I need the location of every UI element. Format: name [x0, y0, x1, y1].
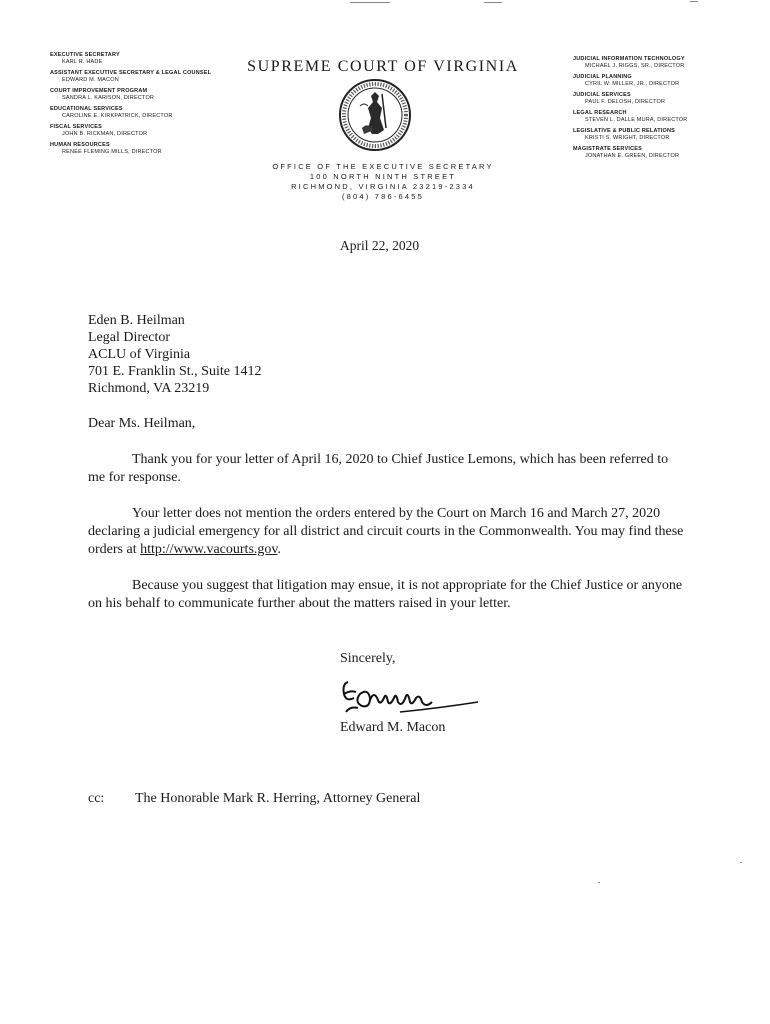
- vacourts-link[interactable]: http://www.vacourts.gov: [140, 542, 278, 557]
- office-name: OFFICE OF THE EXECUTIVE SECRETARY: [272, 162, 494, 171]
- scan-artifact: [350, 2, 390, 3]
- dept-person: PAUL F. DELOSH, DIRECTOR: [585, 99, 666, 105]
- addressee-street: 701 E. Franklin St., Suite 1412: [88, 364, 262, 379]
- cc-recipient: The Honorable Mark R. Herring, Attorney General: [135, 791, 421, 806]
- cc-label: cc:: [88, 791, 105, 806]
- dept-human-resources: [50, 142, 240, 156]
- office-address-block: [240, 162, 526, 202]
- salutation: Dear Ms. Heilman,: [88, 416, 196, 431]
- letterhead-left-column: [50, 52, 240, 160]
- signer-name: Edward M. Macon: [340, 720, 446, 735]
- office-phone: (804) 786-6455: [341, 192, 425, 201]
- dept-name: COURT IMPROVEMENT PROGRAM: [50, 88, 148, 94]
- paragraph-3-text: Because you suggest that litigation may ensue, it is not appropriate for the Chief Justice or anyone on his behalf to communicate further about the matters raised in your letter.: [88, 578, 683, 611]
- closing: Sincerely,: [340, 651, 396, 666]
- dept-assistant-executive-secretary: [50, 70, 240, 84]
- dept-person: CYRIL W. MILLER, JR., DIRECTOR: [585, 81, 680, 87]
- dept-person: MICHAEL J. RIGGS, SR., DIRECTOR: [585, 63, 685, 69]
- dept-legislative-public-relations: [573, 128, 768, 142]
- paragraph-1: [88, 451, 688, 487]
- dept-judicial-planning: [573, 74, 768, 88]
- dept-name: JUDICIAL SERVICES: [573, 92, 631, 98]
- paragraph-2-text: Your letter does not mention the orders entered by the Court on March 16 and March 27, 2020 declaring a judicial emergency for all district and circuit courts in the Commonwealth. You may find these orders at: [88, 506, 684, 557]
- dept-name: EDUCATIONAL SERVICES: [50, 106, 123, 112]
- dept-judicial-services: [573, 92, 768, 106]
- office-street: 100 NORTH NINTH STREET: [309, 172, 457, 181]
- court-name: SUPREME COURT OF VIRGINIA: [247, 58, 519, 75]
- virginia-seal-icon: [338, 78, 412, 152]
- dept-person: JONATHAN E. GREEN, DIRECTOR: [585, 153, 680, 159]
- paragraph-2: [88, 505, 688, 559]
- scan-artifact: [740, 862, 742, 863]
- paragraph-1-text: Thank you for your letter of April 16, 2020 to Chief Justice Lemons, which has been referred to me for response.: [88, 452, 669, 485]
- dept-person: JOHN B. RICKMAN, DIRECTOR: [62, 131, 148, 137]
- dept-name: HUMAN RESOURCES: [50, 142, 110, 148]
- dept-fiscal-services: [50, 124, 240, 138]
- dept-magistrate-services: [573, 146, 768, 160]
- dept-executive-secretary: [50, 52, 240, 66]
- dept-name: LEGISLATIVE & PUBLIC RELATIONS: [573, 128, 676, 134]
- dept-person: EDWARD M. MACON: [62, 77, 119, 83]
- dept-court-improvement: [50, 88, 240, 102]
- addressee-organization: ACLU of Virginia: [88, 347, 191, 362]
- dept-name: MAGISTRATE SERVICES: [573, 146, 642, 152]
- dept-name: ASSISTANT EXECUTIVE SECRETARY & LEGAL COUNSEL: [50, 70, 212, 76]
- addressee-name: Eden B. Heilman: [88, 313, 185, 328]
- cc-line: [88, 791, 420, 807]
- dept-person: STEVEN L. DALLE MURA, DIRECTOR: [585, 117, 688, 123]
- dept-name: EXECUTIVE SECRETARY: [50, 52, 120, 58]
- letterhead-right-column: [573, 56, 768, 164]
- dept-judicial-it: [573, 56, 768, 70]
- dept-person: KRISTI S. WRIGHT, DIRECTOR: [585, 135, 670, 141]
- office-city: RICHMOND, VIRGINIA 23219-2334: [291, 182, 475, 191]
- dept-name: JUDICIAL PLANNING: [573, 74, 632, 80]
- scan-artifact: [598, 882, 600, 883]
- dept-name: JUDICIAL INFORMATION TECHNOLOGY: [573, 56, 685, 62]
- scan-artifact: [690, 1, 698, 2]
- dept-person: RENÉE FLEMING MILLS, DIRECTOR: [62, 149, 162, 155]
- dept-person: SANDRA L. KARISON, DIRECTOR: [62, 95, 155, 101]
- addressee-title: Legal Director: [88, 330, 171, 345]
- addressee-city: Richmond, VA 23219: [88, 381, 210, 396]
- letter-date: April 22, 2020: [340, 238, 420, 253]
- scan-artifact: [484, 2, 502, 3]
- addressee-block: [88, 312, 261, 397]
- dept-educational-services: [50, 106, 240, 120]
- dept-person: KARL R. HADE: [62, 59, 103, 65]
- paragraph-2-end: .: [277, 542, 281, 557]
- paragraph-3: [88, 577, 688, 613]
- signature-icon: [340, 672, 485, 720]
- dept-person: CAROLINE E. KIRKPATRICK, DIRECTOR: [62, 113, 173, 119]
- dept-name: FISCAL SERVICES: [50, 124, 103, 130]
- dept-legal-research: [573, 110, 768, 124]
- dept-name: LEGAL RESEARCH: [573, 110, 627, 116]
